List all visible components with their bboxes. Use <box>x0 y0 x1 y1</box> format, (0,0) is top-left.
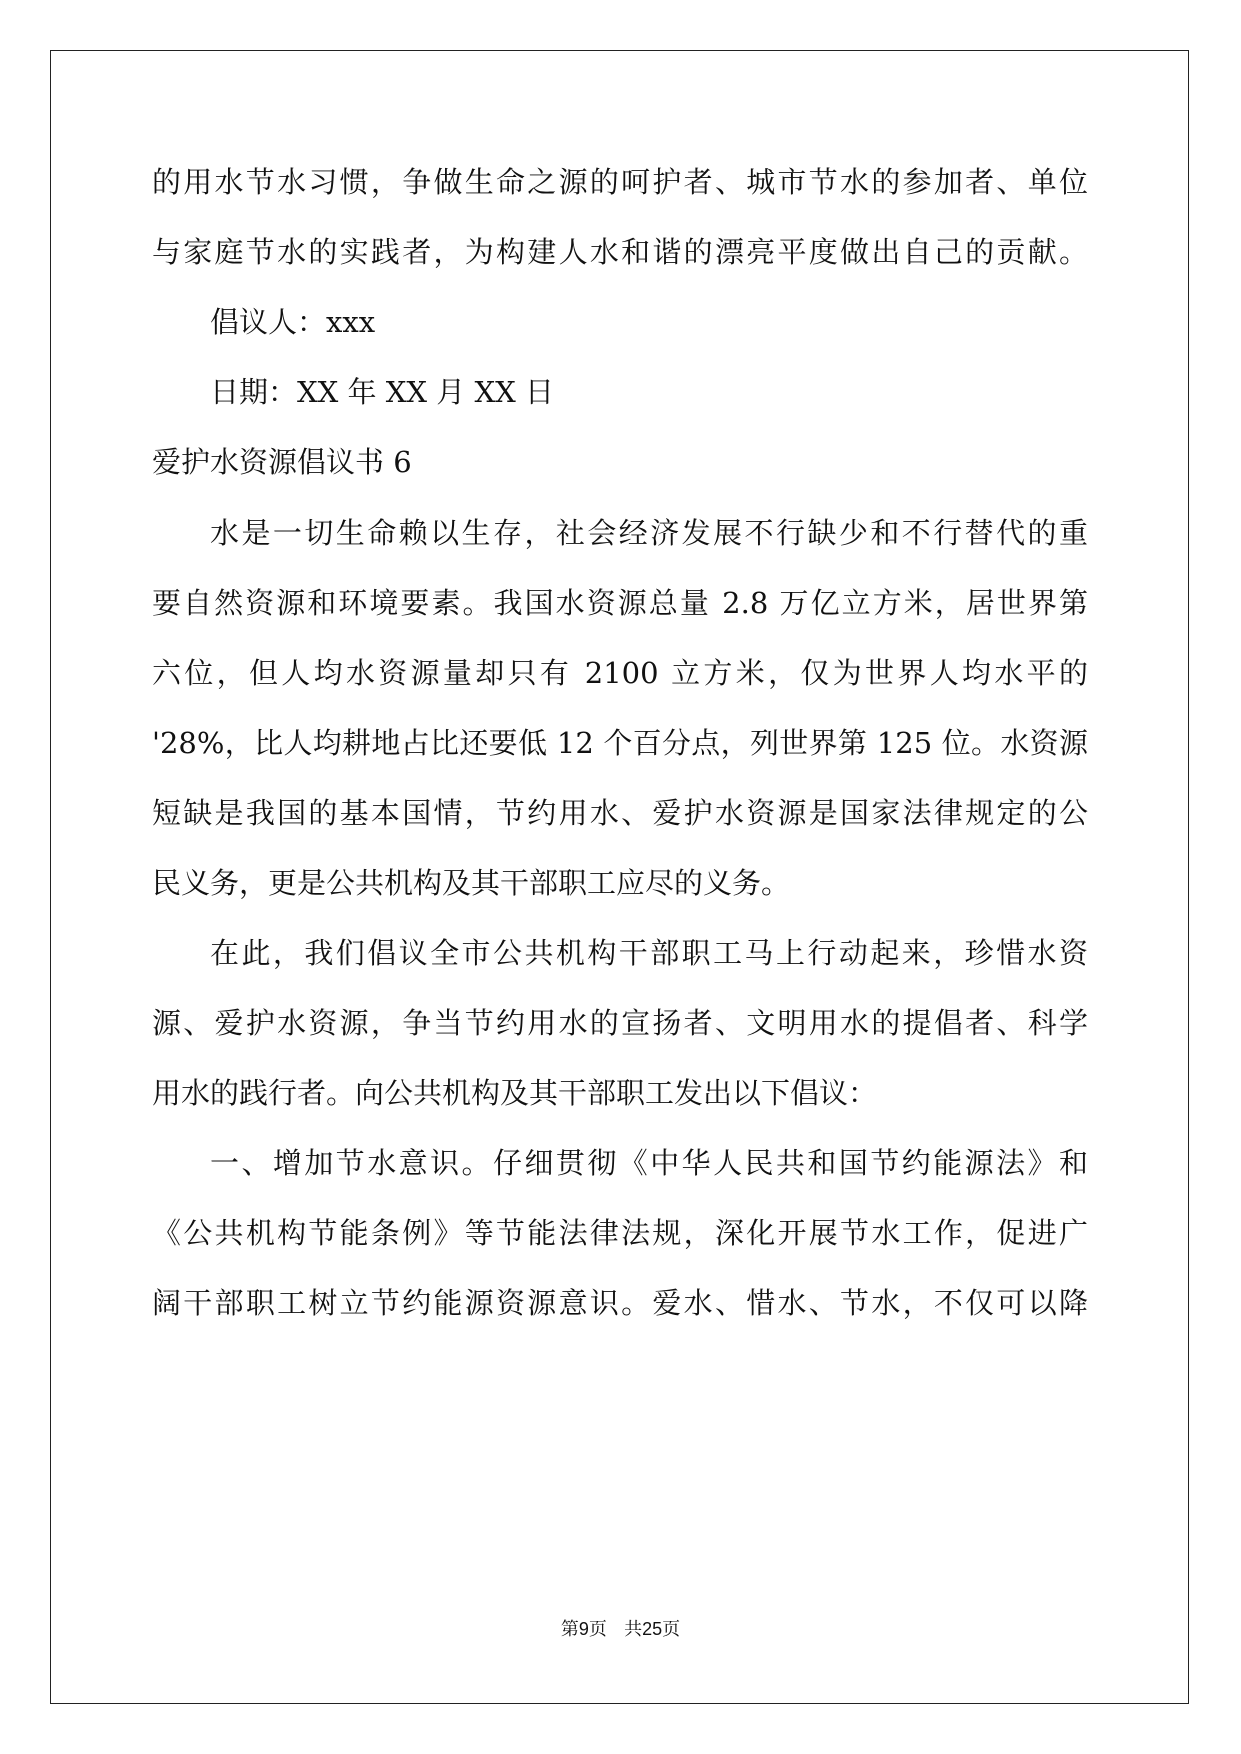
page-current: 9 <box>578 1619 589 1639</box>
section-heading: 爱护水资源倡议书 6 <box>152 445 412 479</box>
paragraph-line: '28%，比人均耕地占比还要低 12 个百分点，列世界第 125 位。水资源 <box>152 726 1088 760</box>
paragraph-line: 水是一切生命赖以生存，社会经济发展不行缺少和不行替代的重 <box>210 516 1088 550</box>
paragraph-line: 源、爱护水资源，争当节约用水的宣扬者、文明用水的提倡者、科学 <box>152 1006 1088 1040</box>
paragraph-line: 用水的践行者。向公共机构及其干部职工发出以下倡议： <box>152 1076 878 1110</box>
paragraph-line: 六位，但人均水资源量却只有 2100 立方米，仅为世界人均水平的 <box>152 656 1088 690</box>
date-line: 日期：XX 年 XX 月 XX 日 <box>210 375 554 409</box>
paragraph-line: 要自然资源和环境要素。我国水资源总量 2.8 万亿立方米，居世界第 <box>152 586 1088 620</box>
paragraph-line: 阔干部职工树立节约能源资源意识。爱水、惜水、节水，不仅可以降 <box>152 1286 1088 1320</box>
total-unit: 页 <box>662 1619 681 1640</box>
paragraph-line: 短缺是我国的基本国情，节约用水、爱护水资源是国家法律规定的公 <box>152 796 1088 830</box>
paragraph-line: 《公共机构节能条例》等节能法律法规，深化开展节水工作，促进广 <box>152 1216 1088 1250</box>
page-prefix: 第 <box>560 1619 579 1640</box>
total-prefix: 共 <box>624 1619 643 1640</box>
signer-line: 倡议人：xxx <box>210 305 376 339</box>
paragraph-line: 的用水节水习惯，争做生命之源的呵护者、城市节水的参加者、单位 <box>152 165 1088 199</box>
page-unit: 页 <box>588 1619 607 1640</box>
paragraph-line: 在此，我们倡议全市公共机构干部职工马上行动起来，珍惜水资 <box>210 936 1088 970</box>
paragraph-line: 与家庭节水的实践者，为构建人水和谐的漂亮平度做出自己的贡献。 <box>152 235 1088 269</box>
paragraph-line: 民义务，更是公共机构及其干部职工应尽的义务。 <box>152 866 791 900</box>
page-total: 25 <box>642 1619 663 1639</box>
page-footer <box>0 1617 1241 1642</box>
paragraph-line: 一、增加节水意识。仔细贯彻《中华人民共和国节约能源法》和 <box>210 1146 1088 1180</box>
